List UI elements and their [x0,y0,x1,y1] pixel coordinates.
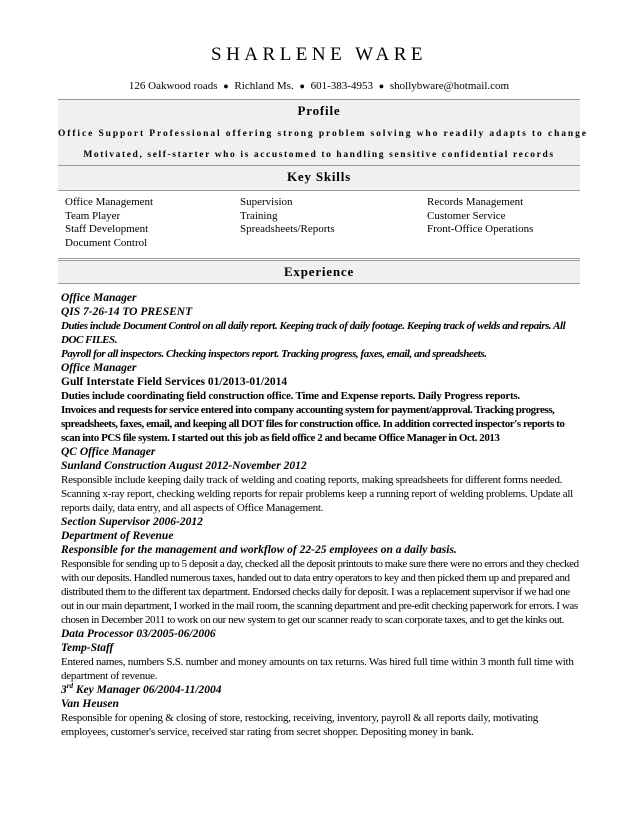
job-duty: Responsible for opening & closing of store, restocking, receiving, inventory, payroll & all reports daily, motivating employees, customer's service, received star rating from secret shopper. Depositing money in bank. [61,712,539,738]
job-title-ordinal: rd [66,682,73,691]
skills-heading: Key Skills [287,169,351,184]
contact-line [0,80,638,92]
address: 126 Oakwood roads [128,80,218,92]
skills-column [65,196,153,250]
job-duty: Invoices and requests for service entered into company accounting system for payment/approval. Tracking progress, spreadsheets, faxes, email, and keeping all DOT files for construction office. In addition corrected inspector's reports to scan into PCS file system. I started out this job as field office 2 and became Office Manager in Oct. 2013 [61,404,565,444]
job-title: Section Supervisor 2006-2012 [61,516,203,528]
profile-text-line: Office Support Professional offering strong problem solving who readily adapts to change [58,129,588,139]
job-title: Office Manager [61,292,137,304]
skill-item: Front-Office Operations [427,223,534,235]
skill-item: Team Player [65,209,121,222]
email: shollybware@hotmail.com [389,80,510,92]
job-duty: Payroll for all inspectors. Checking inspectors report. Tracking progress, faxes, email, and spreadsheets. [61,348,487,360]
job-title [61,683,581,697]
job-title: Office Manager [61,362,137,374]
city: Richland Ms. [234,80,294,92]
skills-column [240,196,335,237]
profile-heading: Profile [297,103,341,118]
profile-text-line: Motivated, self-starter who is accustomed to handling sensitive confidential records [83,150,555,160]
job-duty: Responsible for sending up to 5 deposit a day, checked all the deposit printouts to make sure there were no errors and they checked with our deposits. Handled numerous taxes, handed out to data entry operators to key and then picked them up and prepared and distributed them to the different tax department. Endorsed checks daily for deposit. I was a replacement supervisor if we had one out in our main department, I worked in the mail room, the scanning department and pre-edit checking paperwork for errors. I was chosen in December 2011 to work on our new system to get our scanner ready to scan corporate taxes, and to get the kinks out. [61,558,579,626]
bullet-separator: ● [223,81,229,91]
skills-list [58,190,580,259]
job-company: Sunland Construction August 2012-November 2012 [61,460,307,472]
skill-item: Records Management [427,196,524,208]
experience-heading: Experience [283,264,355,279]
skill-item: Spreadsheets/Reports [240,223,335,235]
job-company: Temp-Staff [61,642,114,654]
job-duty: Duties include coordinating field construction office. Time and Expense reports. Daily Progress reports. [61,390,520,402]
job-title: Data Processor 03/2005-06/2006 [61,628,216,640]
skill-item: Training [240,209,278,222]
experience-list [61,291,581,739]
job-company: Van Heusen [61,698,119,710]
job-company: Gulf Interstate Field Services 01/2013-01/2014 [61,376,288,388]
job-title-text: Key Manager 06/2004-11/2004 [72,684,222,696]
job-duty: Responsible include keeping daily track of welding and coating reports, making spreadsheets for different forms needed. Scanning x-ray report, checking welding reports for repair problems keep a running report of welding problems. Update all reports daily, data entry, and all aspects of Office Management. [61,474,573,514]
job-title: QC Office Manager [61,446,156,458]
phone: 601-383-4953 [310,80,373,92]
job-company: QIS 7-26-14 TO PRESENT [61,306,193,318]
skill-item: Staff Development [65,223,149,235]
skill-item: Customer Service [427,209,506,222]
skill-item: Supervision [240,196,293,208]
job-summary: Responsible for the management and workflow of 22-25 employees on a daily basis. [61,544,457,556]
skills-column [427,196,533,237]
job-duty: Duties include Document Control on all daily report. Keeping track of daily footage. Keeping track of welds and repairs. All DOC FILES. [61,320,566,346]
bullet-separator: ● [299,81,305,91]
job-title-number: 3 [61,684,67,696]
skill-item: Document Control [65,236,148,249]
candidate-name: SHARLENE WARE [211,44,427,65]
bullet-separator: ● [378,81,385,91]
skill-item: Office Management [65,196,154,208]
job-company: Department of Revenue [61,530,174,542]
job-duty: Entered names, numbers S.S. number and money amounts on tax returns. Was hired full time within 3 month full time with department of revenue. [61,656,574,682]
